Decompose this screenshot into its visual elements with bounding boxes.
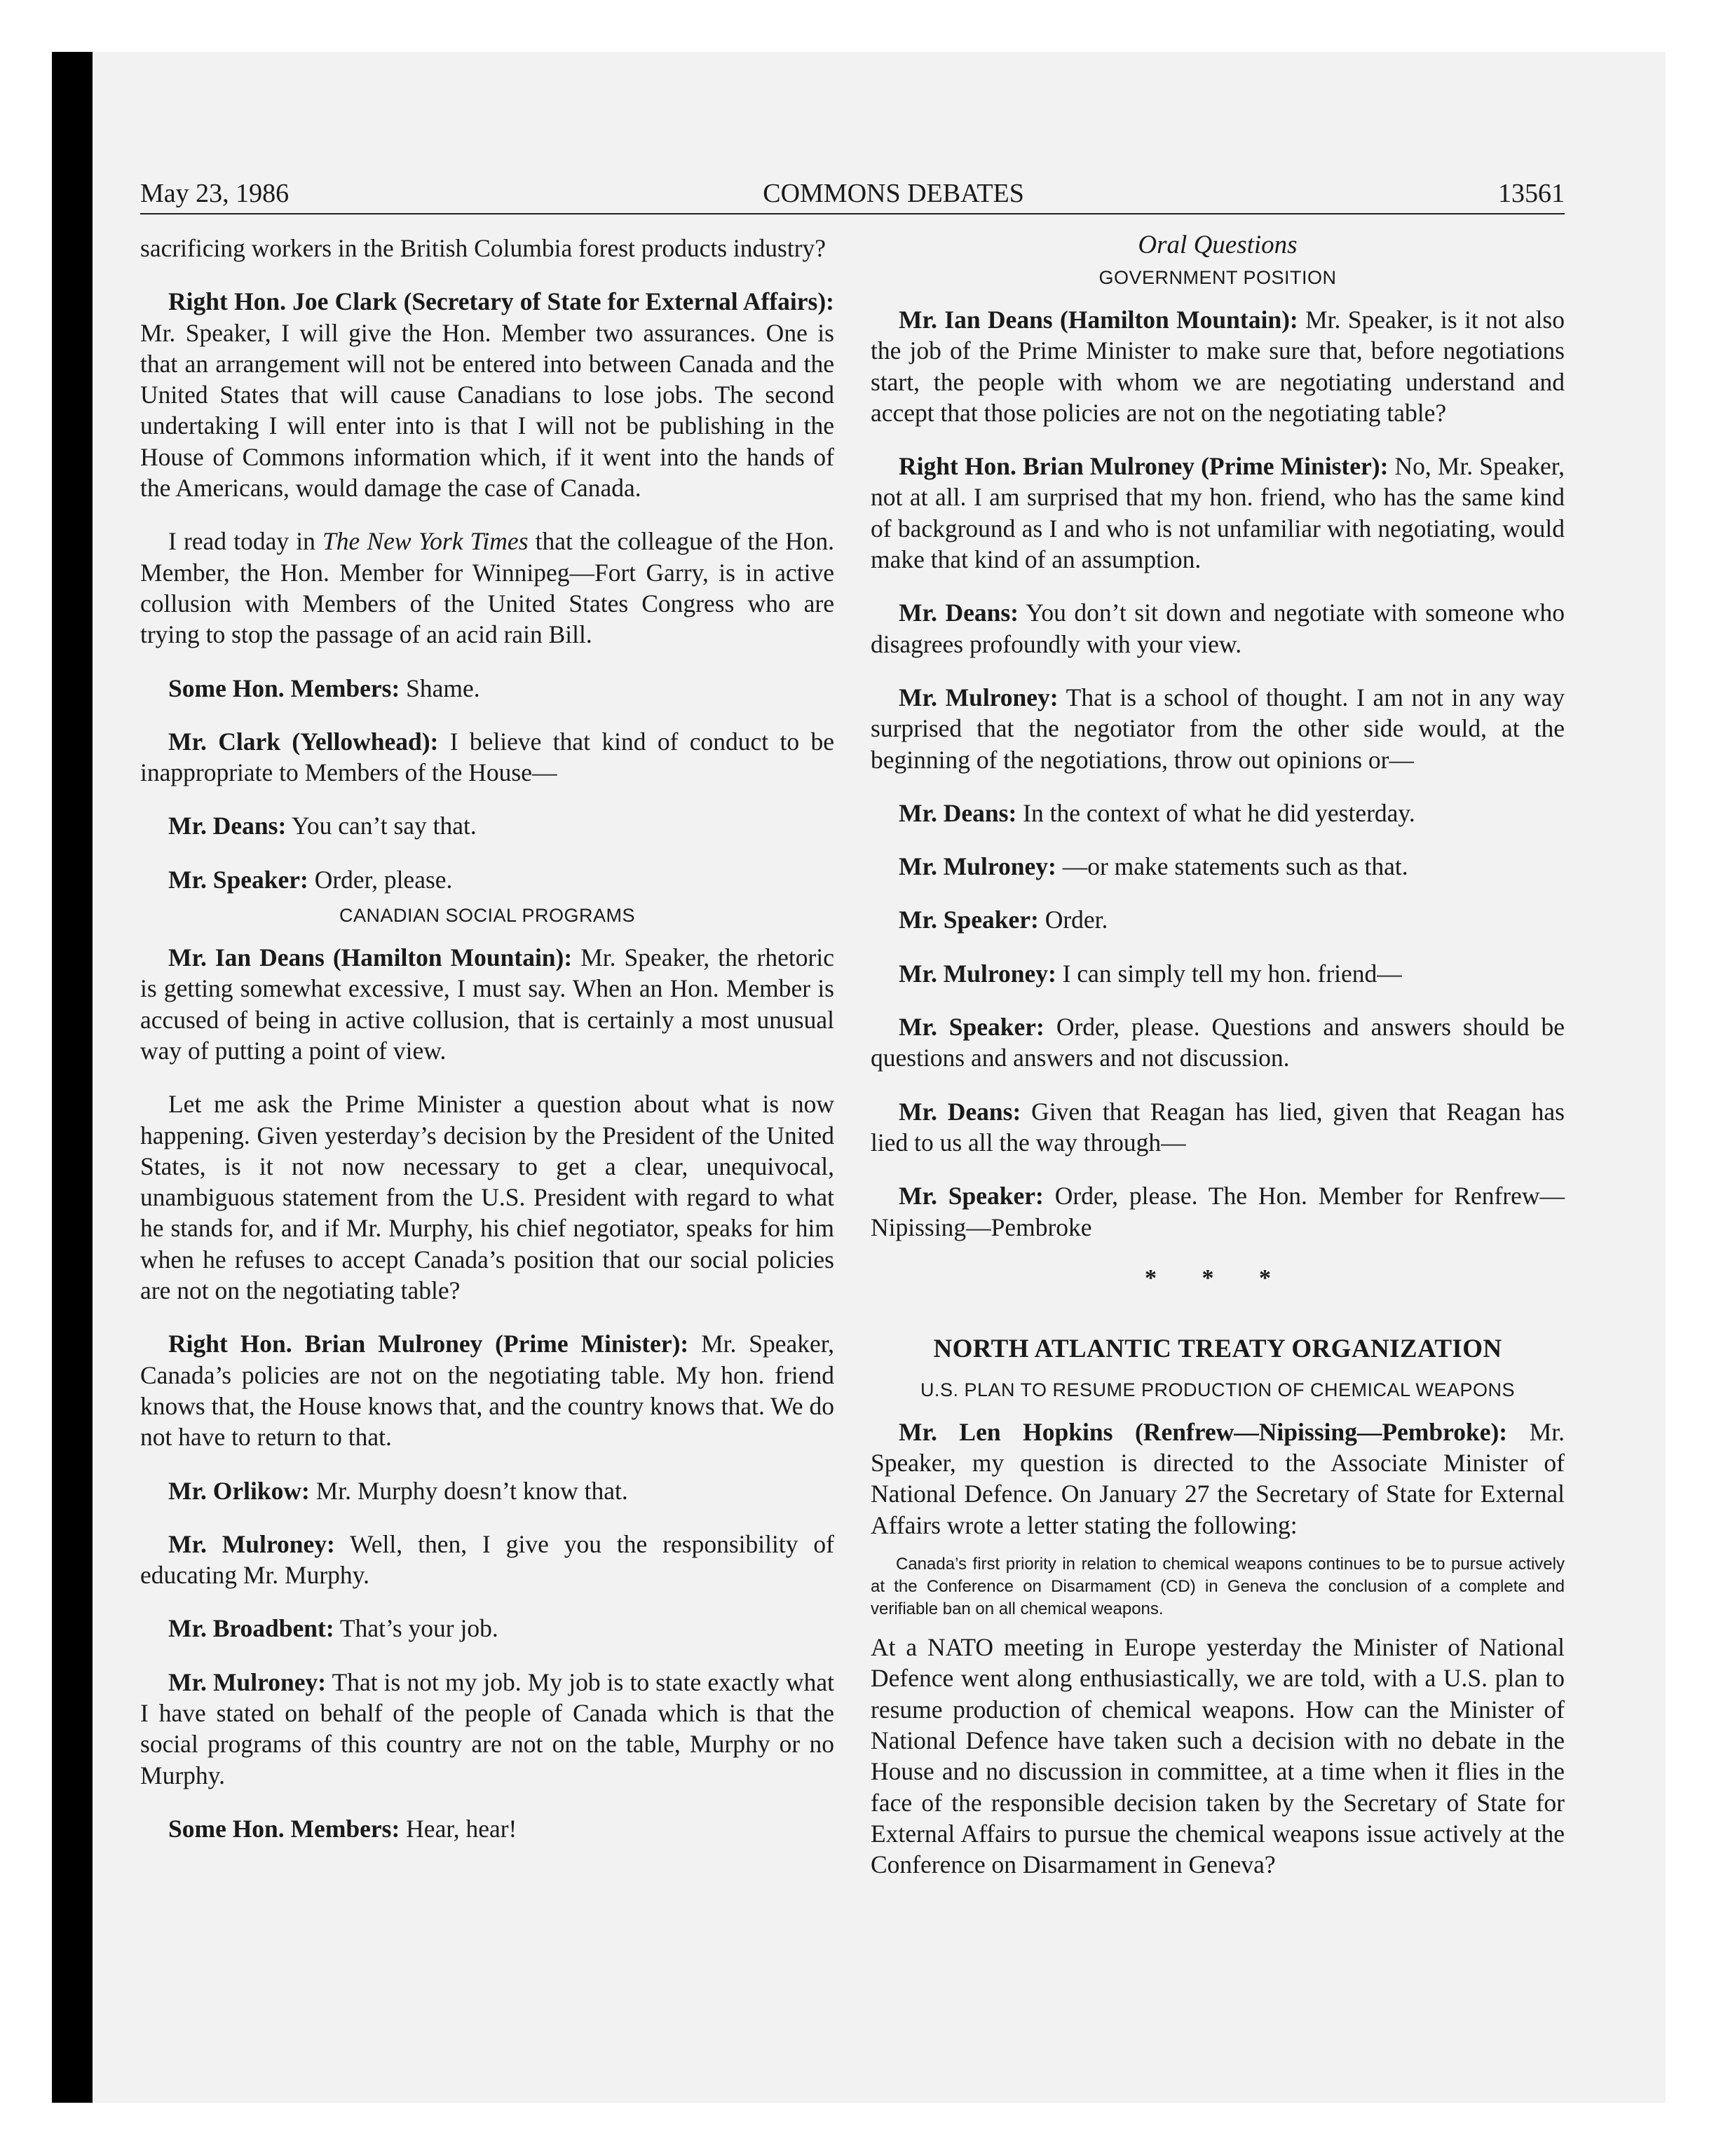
speaker: Mr. Mulroney: [168, 1529, 335, 1558]
paragraph [140, 233, 834, 264]
speaker: Mr. Deans: [168, 812, 287, 840]
scan-border [52, 52, 93, 2103]
page-content [140, 178, 1565, 1902]
section-heading: U.S. PLAN TO RESUME PRODUCTION OF CHEMICAL WEAPONS [920, 1379, 1516, 1400]
paragraph-text: I believe that kind of conduct to be inappropriate to Members of the House— [140, 727, 834, 787]
paragraph [871, 304, 1565, 428]
paragraph-text: I can simply tell my hon. friend— [1056, 959, 1402, 988]
speaker: Mr. Mulroney: [899, 683, 1059, 711]
block-quote: Canada’s first priority in relation to chemical weapons continues to be to pursue actively at the Conference on Disarmament (CD) in Geneva the conclusion of a complete and verifiable ban on all chemical weapons. [871, 1555, 1565, 1619]
paragraph-text: Mr. Speaker, I will give the Hon. Member two assurances. One is that an arrangement will not be entered into between Canada and the United States that will cause Canadians to lose jobs. The second undertaking I will enter into is that I will not be publishing in the House of Commons information which, if it went into the hands of the Americans, would damage the case of Canada. [140, 318, 834, 503]
paragraph [871, 904, 1565, 935]
speaker: Mr. Broadbent: [168, 1614, 334, 1643]
speaker: Mr. Speaker: [899, 906, 1039, 934]
paragraph-text: Mr. Speaker, my question is directed to the Associate Minister of National Defence. On January 27 the Secretary of State for External Affairs wrote a letter stating the following: [871, 1417, 1565, 1539]
publication-title: The New York Times [322, 527, 529, 556]
paragraph-text: Shame. [400, 674, 480, 702]
paragraph [140, 286, 834, 503]
speaker: Mr. Mulroney: [899, 852, 1056, 881]
paragraph-text: Order, please. The Hon. Member for Renfrew—Nipissing—Pembroke [871, 1182, 1565, 1241]
paragraph-text: that the colleague of the Hon. Member, the Hon. Member for Winnipeg—Fort Garry, is in active collusion with Members of the United States Congress who are trying to stop the passage of an acid rain Bill. [140, 527, 835, 649]
paragraph-text: sacrificing workers in the British Columbia forest products industry? [140, 234, 826, 262]
paragraph [140, 1529, 834, 1591]
speaker: Right Hon. Brian Mulroney (Prime Minister): [168, 1330, 689, 1358]
paragraph [140, 1813, 834, 1844]
section-label: Oral Questions [1138, 231, 1298, 259]
paragraph-text: That is a school of thought. I am not in any way surprised that the negotiator from the other side would, at the beginning of the negotiations, throw out opinions or— [871, 683, 1565, 774]
paragraph [871, 1096, 1565, 1159]
paragraph-text: Order, please. Questions and answers should be questions and answers and not discussion. [871, 1013, 1565, 1072]
paragraph-text: Mr. Murphy doesn’t know that. [309, 1476, 628, 1505]
paragraph-text: Mr. Speaker, the rhetoric is getting somewhat excessive, I must say. When an Hon. Member is accused of being in active collusion, that is certainly a most unusual way of putting a point of view. [140, 943, 834, 1065]
paragraph [140, 1667, 834, 1791]
paragraph-text: Let me ask the Prime Minister a question about what is now happening. Given yesterday’s decision by the President of the United States, is it not now necessary to get a clear, unequivocal, unambiguous statement from the U.S. President with regard to what he stands for, and if Mr. Murphy, his chief negotiator, speaks for him when he refuses to accept Canada’s position that our social policies are not on the negotiating table? [140, 1090, 834, 1305]
paragraph-text: I read today in [168, 527, 323, 556]
speaker: Mr. Deans: [899, 798, 1017, 827]
paragraph [140, 726, 834, 789]
speaker: Right Hon. Brian Mulroney (Prime Minister): [899, 452, 1389, 481]
speaker: Mr. Mulroney: [899, 959, 1056, 988]
paragraph-text: Hear, hear! [400, 1814, 517, 1843]
speaker: Some Hon. Members: [168, 674, 400, 702]
paragraph [871, 1011, 1565, 1074]
paragraph [140, 1475, 834, 1506]
paragraph [871, 1417, 1565, 1541]
speaker: Mr. Orlikow: [168, 1476, 310, 1505]
header-page-number: 13561 [1497, 179, 1565, 208]
right-column [871, 230, 1565, 1902]
paragraph [140, 1613, 834, 1644]
speaker: Mr. Ian Deans (Hamilton Mountain): [168, 943, 573, 972]
paragraph-text: That’s your job. [334, 1614, 498, 1643]
paragraph-text: Well, then, I give you the responsibility of educating Mr. Murphy. [140, 1529, 834, 1590]
paragraph [140, 864, 834, 895]
paragraph [871, 597, 1565, 660]
section-heading: CANADIAN SOCIAL PROGRAMS [339, 905, 636, 927]
paragraph [140, 1089, 834, 1306]
paragraph-text: Order. [1038, 906, 1108, 934]
section-heading: GOVERNMENT POSITION [1098, 267, 1337, 288]
paragraph-text: You don’t sit down and negotiate with someone who disagrees profoundly with your view. [871, 599, 1565, 658]
paragraph [140, 810, 834, 841]
paragraph [140, 1328, 834, 1452]
paragraph [140, 673, 834, 704]
speaker: Mr. Deans: [899, 599, 1019, 627]
paragraph-text: Mr. Speaker, is it not also the job of the Prime Minister to make sure that, before negotiations start, the people with whom we are negotiating understand and accept that those policies are not on the negotiating table? [871, 306, 1565, 427]
speaker: Mr. Speaker: [168, 865, 308, 894]
speaker: Mr. Len Hopkins (Renfrew—Nipissing—Pembroke): [899, 1417, 1508, 1446]
paragraph [871, 798, 1565, 828]
header-title: COMMONS DEBATES [763, 179, 1024, 208]
left-column [140, 233, 834, 1902]
paragraph [140, 526, 834, 650]
paragraph [871, 682, 1565, 775]
major-heading: NORTH ATLANTIC TREATY ORGANIZATION [933, 1334, 1502, 1363]
speaker: Right Hon. Joe Clark (Secretary of State for External Affairs): [168, 287, 834, 316]
speaker: Mr. Speaker: [899, 1182, 1044, 1210]
header-date: May 23, 1986 [140, 179, 290, 208]
page-header [140, 178, 1565, 214]
speaker: Mr. Deans: [899, 1097, 1021, 1126]
paragraph [871, 451, 1565, 575]
paragraph [140, 942, 834, 1066]
paragraph-text: Mr. Speaker, Canada’s policies are not on the negotiating table. My hon. friend knows that, the House knows that, and the country knows that. We do not have to return to that. [140, 1330, 835, 1452]
paragraph-text: No, Mr. Speaker, not at all. I am surprised that my hon. friend, who has the same kind of background as I and who is not unfamiliar with negotiating, would make that kind of an assumption. [871, 452, 1565, 574]
document-page [93, 52, 1666, 2103]
paragraph-text: That is not my job. My job is to state exactly what I have stated on behalf of the people of Canada which is that the social programs of this country are not on the table, Murphy or no Murphy. [140, 1667, 834, 1789]
paragraph [871, 851, 1565, 882]
speaker: Mr. Speaker: [899, 1013, 1045, 1042]
speaker: Mr. Mulroney: [168, 1667, 327, 1696]
paragraph-text: You can’t say that. [286, 812, 477, 840]
speaker: Mr. Ian Deans (Hamilton Mountain): [899, 306, 1298, 334]
paragraph-text: —or make statements such as that. [1056, 852, 1408, 881]
paragraph-text: At a NATO meeting in Europe yesterday the Minister of National Defence went along enthusiastically, we are told, with a U.S. plan to resume production of chemical weapons. How can the Minister of National Defence have taken such a decision with no debate in the House and no discussion in committee, at a time when it flies in the face of the responsible decision taken by the Secretary of State for External Affairs to pursue the chemical weapons issue actively at the Conference on Disarmament in Geneva? [871, 1633, 1565, 1879]
columns [140, 233, 1565, 1902]
paragraph-text: Order, please. [308, 865, 453, 894]
paragraph [871, 958, 1565, 989]
paragraph-text: Given that Reagan has lied, given that Reagan has lied to us all the way through— [871, 1097, 1565, 1157]
section-divider: * * * [1145, 1264, 1291, 1291]
paragraph-text: In the context of what he did yesterday. [1016, 798, 1415, 827]
paragraph [871, 1632, 1565, 1880]
speaker: Mr. Clark (Yellowhead): [168, 727, 439, 756]
speaker: Some Hon. Members: [168, 1814, 400, 1843]
paragraph [871, 1180, 1565, 1243]
